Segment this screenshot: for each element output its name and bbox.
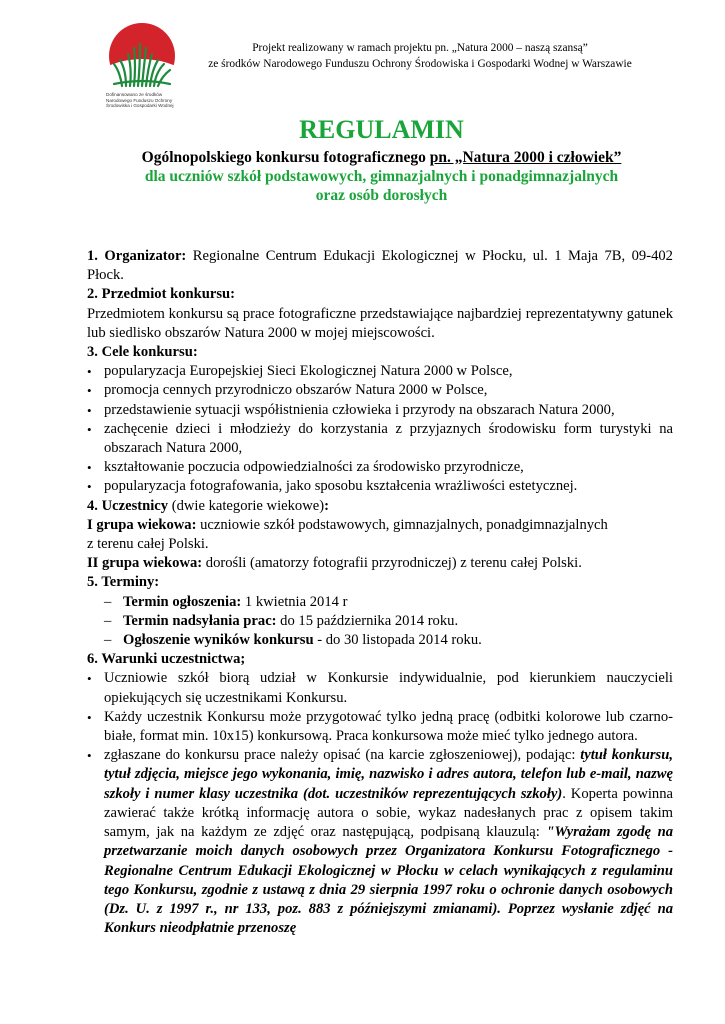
bullet-icon: • bbox=[87, 709, 92, 725]
section-goals-heading: 3. Cele konkursu: bbox=[87, 344, 198, 361]
list-item: – Termin ogłoszenia: 1 kwietnia 2014 r bbox=[87, 593, 673, 612]
subtitle-line-2: dla uczniów szkół podstawowych, gimnazjalnych i ponadgimnazjalnych bbox=[144, 168, 619, 185]
bullet-icon: • bbox=[87, 479, 92, 495]
document-body bbox=[87, 247, 673, 938]
logo bbox=[104, 22, 184, 109]
group-1: I grupa wiekowa: uczniowie szkół podstawowych, gimnazjalnych, ponadgimnazjalnych z terenu całej Polski. bbox=[87, 516, 608, 553]
page-header bbox=[180, 40, 660, 72]
dash-icon: – bbox=[104, 593, 112, 610]
bullet-icon: • bbox=[87, 421, 92, 437]
bullet-icon: • bbox=[87, 460, 92, 476]
section-organizer: 1. Organizator: Regionalne Centrum Edukacji Ekologicznej w Płocku, ul. 1 Maja 7B, 09-402 Płock. bbox=[87, 248, 673, 284]
bullet-icon: • bbox=[87, 364, 92, 380]
section-conditions-heading: 6. Warunki uczestnictwa; bbox=[87, 651, 246, 668]
section-participants-heading: 4. Uczestnicy (dwie kategorie wiekowe): bbox=[87, 497, 329, 514]
list-item: • popularyzacja fotografowania, jako sposobu kształcenia wrażliwości estetycznej. bbox=[87, 477, 673, 496]
header-line-2: ze środków Narodowego Funduszu Ochrony Środowiska i Gospodarki Wodnej w Warszawie bbox=[208, 58, 632, 70]
list-item: – Termin nadsyłania prac: do 15 października 2014 roku. bbox=[87, 612, 673, 631]
nfosigw-logo-icon bbox=[104, 22, 180, 90]
logo-caption: Dofinansowano ze środków Narodowego Funduszu Ochrony Środowiska i Gospodarki Wodnej bbox=[106, 92, 174, 109]
section-subject-text: Przedmiotem konkursu są prace fotograficzne przedstawiające najbardziej reprezentatywny gatunek lub siedlisko obszarów Natura 2000 w mojej miejscowości. bbox=[87, 305, 673, 341]
list-item: • Każdy uczestnik Konkursu może przygotować tylko jedną pracę (odbitki kolorowe lub czarno-białe, format min. 10x15) konkursową. Praca konkursowa może mieć tylko jednego autora. bbox=[87, 708, 673, 745]
dash-icon: – bbox=[104, 612, 112, 629]
subtitle-line-1: Ogólnopolskiego konkursu fotograficznego pn. „Natura 2000 i człowiek” bbox=[141, 149, 622, 166]
section-dates-heading: 5. Terminy: bbox=[87, 574, 160, 591]
bullet-icon: • bbox=[87, 402, 92, 418]
header-line-1: Projekt realizowany w ramach projektu pn. „Natura 2000 – naszą szansą” bbox=[252, 42, 588, 54]
list-item: • promocja cennych przyrodniczo obszarów Natura 2000 w Polsce, bbox=[87, 381, 673, 400]
bullet-icon: • bbox=[87, 748, 92, 764]
list-item: • zachęcenie dzieci i młodzieży do korzystania z przyjaznych środowisku form turystyki na obszarach Natura 2000, bbox=[87, 420, 673, 457]
list-item: • popularyzacja Europejskiej Sieci Ekologicznej Natura 2000 w Polsce, bbox=[87, 362, 673, 381]
subtitle-line-3: oraz osób dorosłych bbox=[315, 187, 448, 204]
list-item: • kształtowanie poczucia odpowiedzialności za środowisko przyrodnicze, bbox=[87, 458, 673, 477]
list-item: • zgłaszane do konkursu prace należy opisać (na karcie zgłoszeniowej), podając: tytuł konkursu, tytuł zdjęcia, miejsce jego wykonania, imię, nazwisko i adres autora, telefon lub e-mail, nazwę szkoły i numer klasy uczestnika (dot. uczestników reprezentujących szkoły). Koperta powinna zawierać także krótką informację autora o sobie, wykaz nadesłanych prac z opisem takim samym, jak na każdym ze zdjęć oraz następującą, podpisaną klauzulą: "Wyrażam zgodę na przetwarzanie moich danych osobowych przez Organizatora Konkursu Fotograficznego - Regionalne Centrum Edukacji Ekologicznej w Płocku w celach wynikających z regulaminu tego Konkursu, zgodnie z ustawą z dnia 29 sierpnia 1997 roku o ochronie danych osobowych (Dz. U. z 1997 r., nr 133, poz. 883 z późniejszymi zmianami). Poprzez wysłanie zdjęć na Konkurs nieodpłatnie przenoszę bbox=[87, 747, 673, 937]
bullet-icon: • bbox=[87, 383, 92, 399]
section-subject-heading: 2. Przedmiot konkursu: bbox=[87, 286, 235, 303]
bullet-icon: • bbox=[87, 671, 92, 687]
document-subtitle bbox=[0, 148, 725, 205]
group-2: II grupa wiekowa: dorośli (amatorzy fotografii przyrodniczej) z terenu całej Polski. bbox=[87, 555, 582, 572]
list-item: • przedstawienie sytuacji współistnienia człowieka i przyrody na obszarach Natura 2000, bbox=[87, 401, 673, 420]
document-title: REGULAMIN bbox=[299, 115, 464, 144]
list-item: – Ogłoszenie wyników konkursu - do 30 listopada 2014 roku. bbox=[87, 631, 673, 650]
dash-icon: – bbox=[104, 632, 112, 649]
list-item: • Uczniowie szkół biorą udział w Konkursie indywidualnie, pod kierunkiem nauczycieli opiekujących się uczestnikami Konkursu. bbox=[87, 670, 673, 706]
